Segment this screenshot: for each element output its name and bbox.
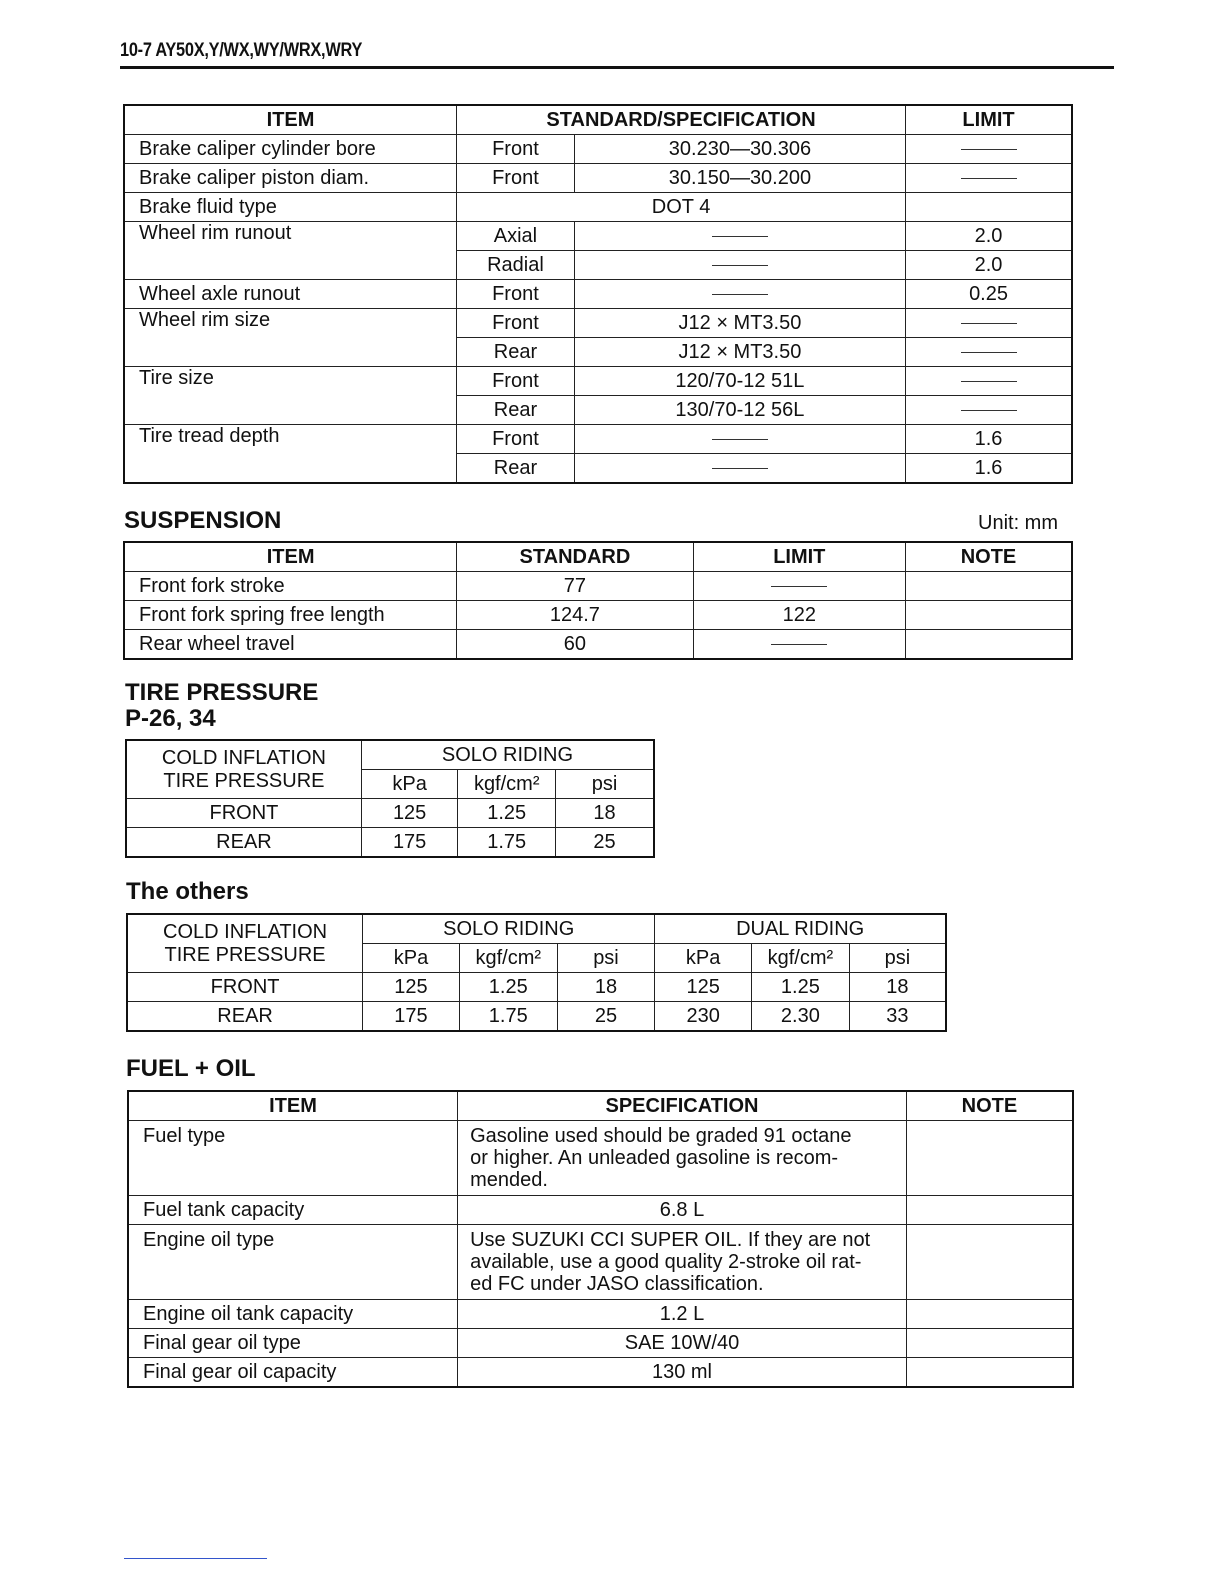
value-cell: 25 — [557, 1002, 655, 1032]
dash-mark — [712, 236, 768, 237]
dash-mark — [712, 468, 768, 469]
item-cell: Engine oil tank capacity — [128, 1300, 458, 1329]
value-cell: 1.75 — [458, 828, 556, 858]
unit-kpa: kPa — [361, 770, 457, 799]
position-cell: Axial — [457, 222, 575, 251]
header-note: NOTE — [905, 542, 1072, 572]
item-cell: Front fork stroke — [124, 572, 457, 601]
note-cell — [906, 1121, 1073, 1196]
table-row — [124, 630, 1072, 660]
position-cell: Rear — [457, 396, 575, 425]
header-specification: SPECIFICATION — [458, 1091, 907, 1121]
table-row — [128, 1121, 1073, 1196]
dash-mark — [712, 265, 768, 266]
standard-cell: 60 — [457, 630, 693, 660]
table-row — [124, 367, 1072, 396]
table-row — [127, 973, 946, 1002]
cold-inflation-label — [126, 740, 361, 799]
header-rule — [120, 66, 1114, 69]
spec-cell: J12 × MT3.50 — [574, 309, 905, 338]
table-row — [124, 309, 1072, 338]
position-cell: Front — [457, 280, 575, 309]
unit-kgf: kgf/cm² — [751, 944, 849, 973]
cold-inflation-label — [127, 914, 363, 973]
table-row — [124, 222, 1072, 251]
item-cell: Brake caliper cylinder bore — [124, 135, 457, 164]
unit-psi: psi — [849, 944, 946, 973]
item-cell: Fuel type — [128, 1121, 458, 1196]
label-line-1: COLD INFLATION — [161, 746, 326, 769]
label-line-1: COLD INFLATION — [163, 920, 328, 943]
table-header-row — [128, 1091, 1073, 1121]
table-header-row — [126, 740, 654, 770]
header-limit: LIMIT — [693, 542, 905, 572]
brake-wheel-table — [123, 104, 1073, 484]
limit-cell — [906, 135, 1072, 164]
item-cell: Wheel axle runout — [124, 280, 457, 309]
table-row — [128, 1196, 1073, 1225]
spec-cell — [458, 1225, 907, 1300]
value-cell: 2.30 — [751, 1002, 849, 1032]
value-cell: 1.25 — [458, 799, 556, 828]
position-cell: Front — [457, 367, 575, 396]
spec-cell — [574, 454, 905, 484]
limit-cell: 2.0 — [906, 251, 1072, 280]
item-cell: Tire size — [124, 367, 457, 425]
limit-cell — [906, 193, 1072, 222]
value-cell: 125 — [363, 973, 460, 1002]
unit-kgf: kgf/cm² — [458, 770, 556, 799]
limit-cell — [906, 396, 1072, 425]
limit-cell: 2.0 — [906, 222, 1072, 251]
tire-pressure-subtitle: P-26, 34 — [125, 705, 216, 732]
position-cell: Radial — [457, 251, 575, 280]
note-cell — [906, 1300, 1073, 1329]
spec-cell: DOT 4 — [457, 193, 906, 222]
dual-riding-header: DUAL RIDING — [655, 914, 946, 944]
table-row — [128, 1225, 1073, 1300]
table-row — [124, 280, 1072, 309]
dash-mark — [961, 178, 1017, 179]
table-row — [124, 425, 1072, 454]
dash-mark — [961, 323, 1017, 324]
dash-mark — [961, 410, 1017, 411]
row-label: FRONT — [127, 973, 363, 1002]
item-cell: Tire tread depth — [124, 425, 457, 484]
suspension-table — [123, 541, 1073, 660]
note-cell — [905, 572, 1072, 601]
spec-cell: 130/70-12 56L — [574, 396, 905, 425]
spec-line: Gasoline used should be graded 91 octane — [470, 1125, 852, 1147]
position-cell: Rear — [457, 454, 575, 484]
limit-cell — [906, 338, 1072, 367]
dash-mark — [961, 149, 1017, 150]
spec-cell: 1.2 L — [458, 1300, 907, 1329]
tire-pressure-table — [125, 739, 655, 858]
dash-mark — [712, 294, 768, 295]
unit-kpa: kPa — [363, 944, 460, 973]
spec-line: ed FC under JASO classification. — [470, 1273, 764, 1295]
item-cell: Engine oil type — [128, 1225, 458, 1300]
note-cell — [906, 1358, 1073, 1388]
label-line-2: TIRE PRESSURE — [164, 943, 326, 966]
spec-line: mended. — [470, 1169, 548, 1191]
spec-cell: 30.150—30.200 — [574, 164, 905, 193]
table-row — [126, 828, 654, 858]
value-cell: 33 — [849, 1002, 946, 1032]
position-cell: Rear — [457, 338, 575, 367]
spec-cell — [574, 280, 905, 309]
solo-riding-header: SOLO RIDING — [361, 740, 654, 770]
table-row — [126, 799, 654, 828]
limit-cell: 1.6 — [906, 425, 1072, 454]
spec-cell: SAE 10W/40 — [458, 1329, 907, 1358]
item-cell: Fuel tank capacity — [128, 1196, 458, 1225]
table-row — [124, 135, 1072, 164]
table-row — [124, 164, 1072, 193]
table-header-row — [124, 105, 1072, 135]
spec-cell — [574, 251, 905, 280]
row-label: REAR — [126, 828, 361, 858]
table-header-row — [124, 542, 1072, 572]
table-row — [127, 1002, 946, 1032]
label-line-2: TIRE PRESSURE — [163, 769, 325, 792]
value-cell: 175 — [363, 1002, 460, 1032]
suspension-unit: Unit: mm — [978, 512, 1058, 534]
row-label: FRONT — [126, 799, 361, 828]
value-cell: 175 — [361, 828, 457, 858]
dash-mark — [712, 439, 768, 440]
item-cell: Final gear oil type — [128, 1329, 458, 1358]
value-cell: 230 — [655, 1002, 752, 1032]
suspension-title: SUSPENSION — [124, 507, 282, 534]
fuel-oil-title: FUEL + OIL — [126, 1055, 256, 1082]
note-cell — [905, 630, 1072, 660]
item-cell: Wheel rim size — [124, 309, 457, 367]
header-standard: STANDARD — [457, 542, 693, 572]
unit-psi: psi — [556, 770, 654, 799]
table-row — [124, 193, 1072, 222]
unit-psi: psi — [557, 944, 655, 973]
table-row — [124, 572, 1072, 601]
value-cell: 125 — [361, 799, 457, 828]
header-item: ITEM — [128, 1091, 458, 1121]
item-cell: Brake fluid type — [124, 193, 457, 222]
value-cell: 1.25 — [459, 973, 557, 1002]
limit-cell: 1.6 — [906, 454, 1072, 484]
note-cell — [906, 1225, 1073, 1300]
value-cell: 18 — [556, 799, 654, 828]
spec-line: available, use a good quality 2-stroke oil rat- — [470, 1251, 862, 1273]
unit-kpa: kPa — [655, 944, 752, 973]
note-cell — [906, 1196, 1073, 1225]
others-pressure-table — [126, 913, 947, 1032]
item-cell: Wheel rim runout — [124, 222, 457, 280]
solo-riding-header: SOLO RIDING — [363, 914, 655, 944]
table-row — [128, 1358, 1073, 1388]
value-cell: 25 — [556, 828, 654, 858]
standard-cell: 77 — [457, 572, 693, 601]
item-cell: Front fork spring free length — [124, 601, 457, 630]
limit-cell — [693, 630, 905, 660]
limit-cell — [906, 367, 1072, 396]
spec-cell — [574, 222, 905, 251]
tire-pressure-title: TIRE PRESSURE — [125, 679, 319, 706]
fuel-oil-table — [127, 1090, 1074, 1388]
header-item: ITEM — [124, 542, 457, 572]
item-cell: Brake caliper piston diam. — [124, 164, 457, 193]
position-cell: Front — [457, 135, 575, 164]
position-cell: Front — [457, 164, 575, 193]
note-cell — [905, 601, 1072, 630]
value-cell: 125 — [655, 973, 752, 1002]
spec-cell: J12 × MT3.50 — [574, 338, 905, 367]
value-cell: 1.25 — [751, 973, 849, 1002]
spec-line: or higher. An unleaded gasoline is recom- — [470, 1147, 839, 1169]
limit-cell: 122 — [693, 601, 905, 630]
limit-cell — [906, 309, 1072, 338]
value-cell: 1.75 — [459, 1002, 557, 1032]
position-cell: Front — [457, 425, 575, 454]
others-title: The others — [126, 878, 249, 905]
value-cell: 18 — [557, 973, 655, 1002]
table-row — [128, 1329, 1073, 1358]
standard-cell: 124.7 — [457, 601, 693, 630]
table-row — [128, 1300, 1073, 1329]
table-header-row — [127, 914, 946, 944]
item-cell: Rear wheel travel — [124, 630, 457, 660]
note-cell — [906, 1329, 1073, 1358]
footer-rule — [124, 1558, 267, 1559]
spec-cell — [458, 1121, 907, 1196]
row-label: REAR — [127, 1002, 363, 1032]
position-cell: Front — [457, 309, 575, 338]
dash-mark — [771, 586, 827, 587]
dash-mark — [961, 381, 1017, 382]
table-row — [124, 601, 1072, 630]
header-standard-specification: STANDARD/SPECIFICATION — [457, 105, 906, 135]
dash-mark — [961, 352, 1017, 353]
unit-kgf: kgf/cm² — [459, 944, 557, 973]
spec-line: Use SUZUKI CCI SUPER OIL. If they are not — [470, 1229, 871, 1251]
limit-cell — [906, 164, 1072, 193]
header-note: NOTE — [906, 1091, 1073, 1121]
spec-cell — [574, 425, 905, 454]
page-header: 10-7 AY50X,Y/WX,WY/WRX,WRY — [120, 40, 363, 61]
header-item: ITEM — [124, 105, 457, 135]
spec-cell: 120/70-12 51L — [574, 367, 905, 396]
spec-cell: 130 ml — [458, 1358, 907, 1388]
value-cell: 18 — [849, 973, 946, 1002]
spec-cell: 6.8 L — [458, 1196, 907, 1225]
dash-mark — [771, 644, 827, 645]
limit-cell: 0.25 — [906, 280, 1072, 309]
item-cell: Final gear oil capacity — [128, 1358, 458, 1388]
limit-cell — [693, 572, 905, 601]
spec-cell: 30.230—30.306 — [574, 135, 905, 164]
header-limit: LIMIT — [906, 105, 1072, 135]
